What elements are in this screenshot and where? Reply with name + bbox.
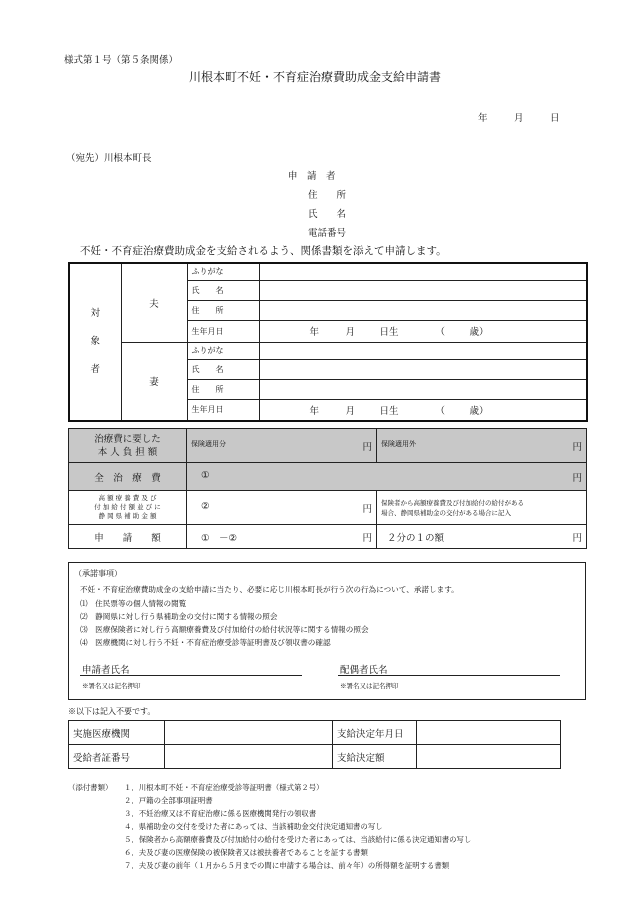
application-statement: 不妊・不育症治療費助成金を支給されるよう、関係書類を添えて申請します。 [80, 245, 447, 257]
self-burden-label: 治療費に要した 本 人 負 担 額 [69, 429, 187, 463]
husband-birthdate-label: 生年月日 [187, 320, 259, 342]
consent-item: ⑵ 静岡県に対し行う県補助金の交付に関する情報の照会 [80, 612, 278, 621]
consent-item: ⑶ 医療保険者に対し行う高額療養費及び付加給付の給付状況等に関する情報の照会 [80, 625, 369, 634]
husband-address-field[interactable] [259, 300, 587, 320]
wife-name-field[interactable] [259, 359, 587, 379]
wife-address-field[interactable] [259, 379, 587, 399]
husband-furigana-field[interactable] [259, 263, 587, 280]
cost-table [68, 428, 587, 549]
subsidy-label: 高 額 療 養 費 及 び 付 加 給 付 額 並 び に 静 岡 県 補 助 金 額 [69, 491, 187, 525]
attachment-item: ６．夫及び妻の医療保険の被保険者又は被扶養者であることを証する書類 [124, 848, 368, 857]
wife-birthdate-field[interactable]: 年 月 日生 （ 歳） [259, 399, 587, 421]
total-cost-field[interactable]: ① 円 [187, 463, 587, 491]
date-day: 日 [550, 113, 560, 124]
husband-label: 夫 [121, 263, 187, 342]
decision-amount-label: 支給決定額 [333, 745, 417, 769]
office-table [68, 720, 561, 769]
institution-label: 実施医療機関 [69, 721, 165, 745]
applicant-name-label: 氏 名 [308, 209, 347, 220]
apply-amount-field[interactable]: ① －② 円 [187, 525, 377, 549]
attachment-item: ４．県補助金の交付を受けた者にあっては、当該補助金交付決定通知書の写し [124, 822, 383, 831]
consent-item: ⑴ 住民票等の個人情報の閲覧 [80, 599, 187, 608]
wife-furigana-label: ふりがな [187, 342, 259, 359]
apply-amount-label: 申 請 額 [69, 525, 187, 549]
decision-date-label: 支給決定年月日 [333, 721, 417, 745]
attachment-item: ５．保険者から高額療養費及び付加給付の給付を受けた者にあっては、当該給付に係る決定通知書の写し [124, 835, 472, 844]
attachment-item: １．川根本町不妊・不育症治療受診等証明書（様式第２号） [124, 783, 324, 792]
recipient-number-label: 受給者証番号 [69, 745, 165, 769]
applicant-address-label: 住 所 [308, 190, 347, 201]
attachments-label: （添付書類） [68, 783, 113, 792]
husband-birthdate-field[interactable]: 年 月 日生 （ 歳） [259, 320, 587, 342]
date-month: 月 [514, 113, 524, 124]
attachment-item: ７．夫及び妻の前年（１月から５月までの間に申請する場合は、前々年）の所得額を証明する書類 [124, 861, 450, 870]
husband-name-label: 氏 名 [187, 280, 259, 300]
spouse-signature-line[interactable] [338, 675, 560, 676]
wife-label: 妻 [121, 342, 187, 421]
date-year: 年 [478, 113, 488, 124]
applicant-phone-label: 電話番号 [308, 228, 347, 239]
half-amount-field[interactable]: ２分の１の額 円 [377, 525, 587, 549]
decision-date-field[interactable] [417, 721, 561, 745]
attachment-item: ２．戸籍の全部事項証明書 [124, 796, 213, 805]
office-use-note: ※以下は記入不要です。 [68, 707, 156, 716]
attachment-item: ３．不妊治療又は不育症治療に係る医療機関発行の領収書 [124, 809, 317, 818]
spouse-signature-note: ※署名又は記名押印 [340, 682, 399, 690]
decision-amount-field[interactable] [417, 745, 561, 769]
consent-intro: 不妊・不育症治療費助成金の支給申請に当たり、必要に応じ川根本町長が行う次の行為について、承諾します。 [80, 585, 459, 594]
target-label: 対 象 者 [69, 263, 121, 421]
applicant-signature-note: ※署名又は記名押印 [82, 682, 141, 690]
husband-name-field[interactable] [259, 280, 587, 300]
husband-address-label: 住 所 [187, 300, 259, 320]
applicant-signature-line[interactable] [80, 675, 302, 676]
institution-field[interactable] [165, 721, 333, 745]
uninsured-amount-field[interactable]: 保険適用外 円 [377, 429, 587, 463]
subsidy-note: 保険者から高額療養費及び付加給付の給付がある 場合、静岡県補助金の交付がある場合に記入 [377, 491, 587, 525]
wife-name-label: 氏 名 [187, 359, 259, 379]
addressee: （宛先）川根本町長 [66, 153, 152, 164]
form-number: 様式第１号（第５条関係） [64, 55, 179, 66]
wife-birthdate-label: 生年月日 [187, 399, 259, 421]
applicant-heading: 申 請 者 [288, 171, 336, 182]
wife-address-label: 住 所 [187, 379, 259, 399]
page-title: 川根本町不妊・不育症治療費助成金支給申請書 [188, 70, 441, 84]
husband-furigana-label: ふりがな [187, 263, 259, 280]
wife-furigana-field[interactable] [259, 342, 587, 359]
insured-amount-field[interactable]: 保険適用分 円 [187, 429, 377, 463]
applicant-signature-label: 申請者氏名 [82, 665, 130, 676]
target-table [68, 262, 588, 422]
recipient-number-field[interactable] [165, 745, 333, 769]
total-cost-label: 全 治 療 費 [69, 463, 187, 491]
subsidy-amount-field[interactable]: ② 円 [187, 491, 377, 525]
spouse-signature-label: 配偶者氏名 [340, 665, 388, 676]
consent-heading: （承諾事項） [74, 569, 122, 578]
consent-item: ⑷ 医療機関に対し行う不妊・不育症治療受診等証明書及び領収書の確認 [80, 638, 331, 647]
